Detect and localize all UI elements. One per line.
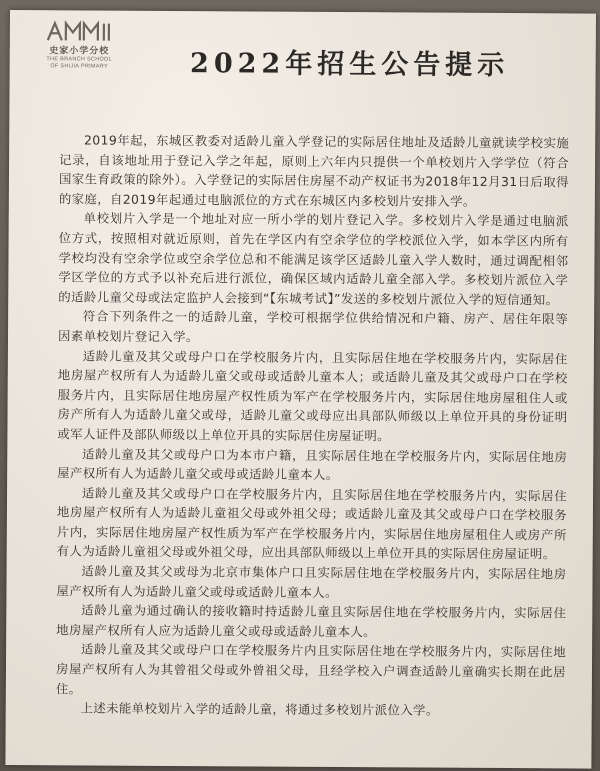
page-title: 2022年招生公告提示 — [190, 48, 510, 82]
paragraph: 上述未能单校划片入学的适龄儿童，将通过多校划片派位入学。 — [80, 700, 439, 718]
school-logo-icon — [44, 20, 114, 42]
paragraph: 符合下列条件之一的适龄儿童，学校可根据学位供给情况和户籍、房产、居住年限等因素单校划片登记入学。 — [57, 308, 569, 345]
paragraph: 适龄儿童及其父或母户口在学校服务片内，且实际居住地在学校服务片内，实际居住地房屋产权所有人为适龄儿童祖父母或外祖父母；或适龄儿童及其父或母户口在学校服务片内，实际居住地房屋产权性质为军产在学校服务片内，实际居住地房屋租住人或房产所有人为适龄儿童祖父母或外祖父母，应出具部队师级以上单位开具的实际居住房屋证明。 — [56, 485, 568, 562]
notice-paper — [5, 10, 596, 769]
paragraph: 2019年起，东城区教委对适龄儿童入学登记的实际居住地址及适龄儿童就读学校实施记录，自该地址用于登记入学之年起，原则上六年内只提供一个单校划片入学学位（符合国家生育政策的除外）。入学登记的实际居住房屋不动产权证书为2018年12月31日后取得的家庭，自2019年起通过电脑派位的方式在东城区内多校划片安排入学。 — [58, 132, 570, 209]
paragraph: 适龄儿童及其父或母户口在学校服务片内，且实际居住地在学校服务片内，实际居住地房屋产权所有人为适龄儿童父或母或适龄儿童本人；或适龄儿童及其父或母户口在学校服务片内，且实际居住地房屋产权性质为军产在学校服务片内，实际居住地房屋租住人或房产所有人为适龄儿童父或母，适龄儿童父或母应出具部队师级以上单位开具的身份证明或军人证件及部队师级以上单位开具的实际居住房屋证明。 — [57, 347, 568, 444]
paragraph: 适龄儿童及其父或母为北京市集体户口且实际居住地在学校服务片内，实际居住地房屋产权所有人为适龄儿童父或母或适龄儿童本人。 — [56, 563, 567, 600]
logo-school-name-en-2: OF SHIJIA PRIMARY — [50, 63, 108, 70]
notice-body — [56, 130, 570, 721]
paragraph: 适龄儿童为通过确认的接收籍时持适龄儿童且实际居住地在学校服务片内，实际居住地房屋产权所有人应为适龄儿童父或母或适龄儿童本人。 — [56, 602, 567, 640]
paragraph: 适龄儿童及其父或母户口为本市户籍，且实际居住地在学校服务片内，实际居住地房屋产权所有人为适龄儿童父或母或适龄儿童本人。 — [57, 445, 568, 483]
paragraph: 单校划片入学是一个地址对应一所小学的划片登记入学。多校划片入学是通过电脑派位方式，按照相对就近原则，首先在学区内有空余学位的学校派位入学，如本学区内所有学校均没有空余学位或空余学位总和不能满足该学区适龄儿童入学人数时，通过调配相邻学区学位的方式予以补充后进行派位，确保区域内适龄儿童全部入学。多校划片派位入学的适龄儿童父母或法定监护人会接到“【东城考试】”发送的多校划片派位入学的短信通知。 — [58, 210, 569, 308]
school-logo — [32, 20, 127, 71]
logo-school-name-en-1: THE BRANCH SCHOOL — [46, 56, 113, 63]
logo-school-name-cn: 史家小学分校 — [49, 46, 110, 57]
paragraph: 适龄儿童及其父或母户口在学校服务片内且实际居住地在学校服务片内，实际居住地房屋产权所有人为其曾祖父母或外曾祖父母，且经学校入户调查适龄儿童确实长期在此居住。 — [55, 641, 567, 697]
